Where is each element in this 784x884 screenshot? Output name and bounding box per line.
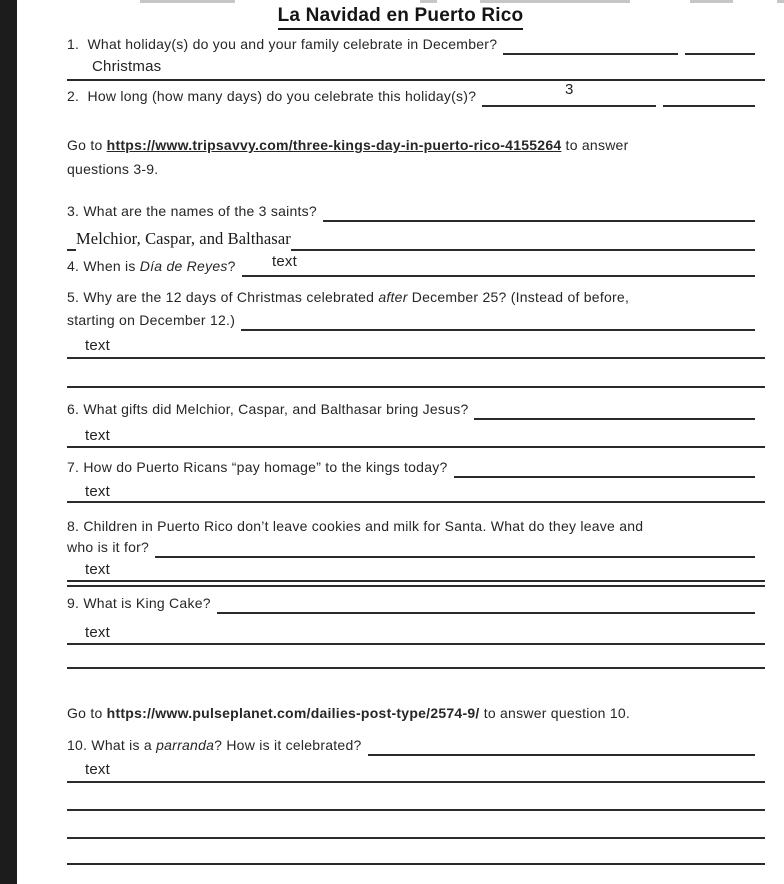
question-6-text: 6. What gifts did Melchior, Caspar, and Balthasar bring Jesus? <box>67 401 469 417</box>
answer-line-q1[interactable] <box>67 79 765 81</box>
answer-line-q10-extra-2[interactable] <box>67 837 765 839</box>
question-4-prefix: 4. When is <box>67 258 140 274</box>
answer-text-q7[interactable]: text <box>85 483 110 500</box>
question-row-4 <box>67 257 755 277</box>
question-row-1 <box>67 35 755 55</box>
cutoff-line-remnant <box>777 0 784 3</box>
question-5-italic: after <box>378 289 408 305</box>
question-row-9 <box>67 594 755 614</box>
question-10-text <box>67 737 362 756</box>
cutoff-line-remnant <box>690 0 733 3</box>
question-1-text: 1. What holiday(s) do you and your family celebrate in December? <box>67 36 498 52</box>
question-5-line1 <box>67 289 629 305</box>
instruction-tripsavvy <box>67 137 629 153</box>
title-container <box>17 5 784 30</box>
answer-line-q6[interactable] <box>67 446 765 448</box>
question-7-text: 7. How do Puerto Ricans “pay homage” to the kings today? <box>67 459 448 475</box>
answer-blank-q2[interactable] <box>482 105 656 107</box>
page-title: La Navidad en Puerto Rico <box>278 5 524 30</box>
answer-blank-q10[interactable] <box>368 754 755 756</box>
answer-text-q9[interactable]: text <box>85 624 110 641</box>
page-edge-bar <box>0 0 17 884</box>
answer-text-q2[interactable]: 3 <box>565 81 574 98</box>
answer-line-q8[interactable] <box>67 580 765 582</box>
answer-line-q9[interactable] <box>67 643 765 645</box>
question-row-6 <box>67 400 755 420</box>
answer-blank-q7[interactable] <box>454 476 755 478</box>
question-8-line1: 8. Children in Puerto Rico don’t leave cookies and milk for Santa. What do they leave and <box>67 518 644 534</box>
answer-line-q8-double[interactable] <box>67 585 765 587</box>
instruction-suffix: to answer <box>561 137 629 153</box>
cutoff-line-remnant <box>420 0 437 3</box>
question-9-text: 9. What is King Cake? <box>67 595 211 611</box>
answer-line-q10-extra-1[interactable] <box>67 809 765 811</box>
question-10-italic: parranda <box>156 737 215 753</box>
answer-blank-q3[interactable] <box>323 220 755 222</box>
cutoff-line-remnant <box>480 0 630 3</box>
pulseplanet-link[interactable]: https://www.pulseplanet.com/dailies-post-type/2574-9/ <box>106 705 480 721</box>
answer-blank-q4[interactable] <box>242 275 755 277</box>
instruction-prefix: Go to <box>67 137 107 153</box>
question-row-8 <box>67 538 755 558</box>
question-row-3 <box>67 202 755 222</box>
answer-text-q10[interactable]: text <box>85 761 110 778</box>
question-2-text: 2. How long (how many days) do you celebrate this holiday(s)? <box>67 88 477 104</box>
answer-text-q3[interactable]: Melchior, Caspar, and Balthasar <box>76 229 291 248</box>
answer-blank-q8[interactable] <box>155 556 755 558</box>
answer-text-q4[interactable]: text <box>272 253 297 270</box>
answer-line-q3[interactable] <box>291 249 755 251</box>
question-4-italic: Día de Reyes <box>139 258 228 274</box>
answer-blank-q1[interactable] <box>503 53 678 55</box>
question-4-suffix: ? <box>227 258 236 274</box>
answer-text-q5[interactable]: text <box>85 337 110 354</box>
answer-blank-q9[interactable] <box>217 612 755 614</box>
instruction-prefix: Go to <box>67 705 107 721</box>
instruction-suffix: to answer question 10. <box>479 705 631 721</box>
instruction-tripsavvy-line2: questions 3-9. <box>67 161 159 177</box>
answer-blank-q1-end[interactable] <box>685 53 755 55</box>
instruction-pulseplanet <box>67 705 630 721</box>
answer-line-q5[interactable] <box>67 357 765 359</box>
answer-text-q8[interactable]: text <box>85 561 110 578</box>
answer-line-q10[interactable] <box>67 781 765 783</box>
cutoff-line-remnant <box>140 0 235 3</box>
question-row-10 <box>67 736 755 756</box>
question-row-5 <box>67 311 755 331</box>
question-3-text: 3. What are the names of the 3 saints? <box>67 203 317 219</box>
question-4-text <box>67 258 236 277</box>
answer-text-q1[interactable]: Christmas <box>92 58 162 75</box>
answer-line-q9-extra[interactable] <box>67 667 765 669</box>
question-row-7 <box>67 458 755 478</box>
answer-blank-q5[interactable] <box>241 329 755 331</box>
question-5-suffix: December 25? (Instead of before, <box>407 289 630 305</box>
question-10-suffix: ? How is it celebrated? <box>214 737 362 753</box>
answer-text-q6[interactable]: text <box>85 427 110 444</box>
answer-blank-q2-end[interactable] <box>663 105 755 107</box>
question-5-line2: starting on December 12.) <box>67 312 236 328</box>
question-5-prefix: 5. Why are the 12 days of Christmas celebrated <box>67 289 379 305</box>
question-8-line2: who is it for? <box>67 539 150 555</box>
question-10-prefix: 10. What is a <box>67 737 157 753</box>
answer-blank-q6[interactable] <box>474 418 755 420</box>
answer-line-q5-extra[interactable] <box>67 386 765 388</box>
answer-row-q3 <box>67 231 755 251</box>
answer-line-q7[interactable] <box>67 501 765 503</box>
answer-underscore <box>67 249 76 251</box>
answer-line-q10-extra-3[interactable] <box>67 863 765 865</box>
tripsavvy-link[interactable]: https://www.tripsavvy.com/three-kings-day-in-puerto-rico-4155264 <box>106 137 562 153</box>
question-row-2 <box>67 87 755 107</box>
